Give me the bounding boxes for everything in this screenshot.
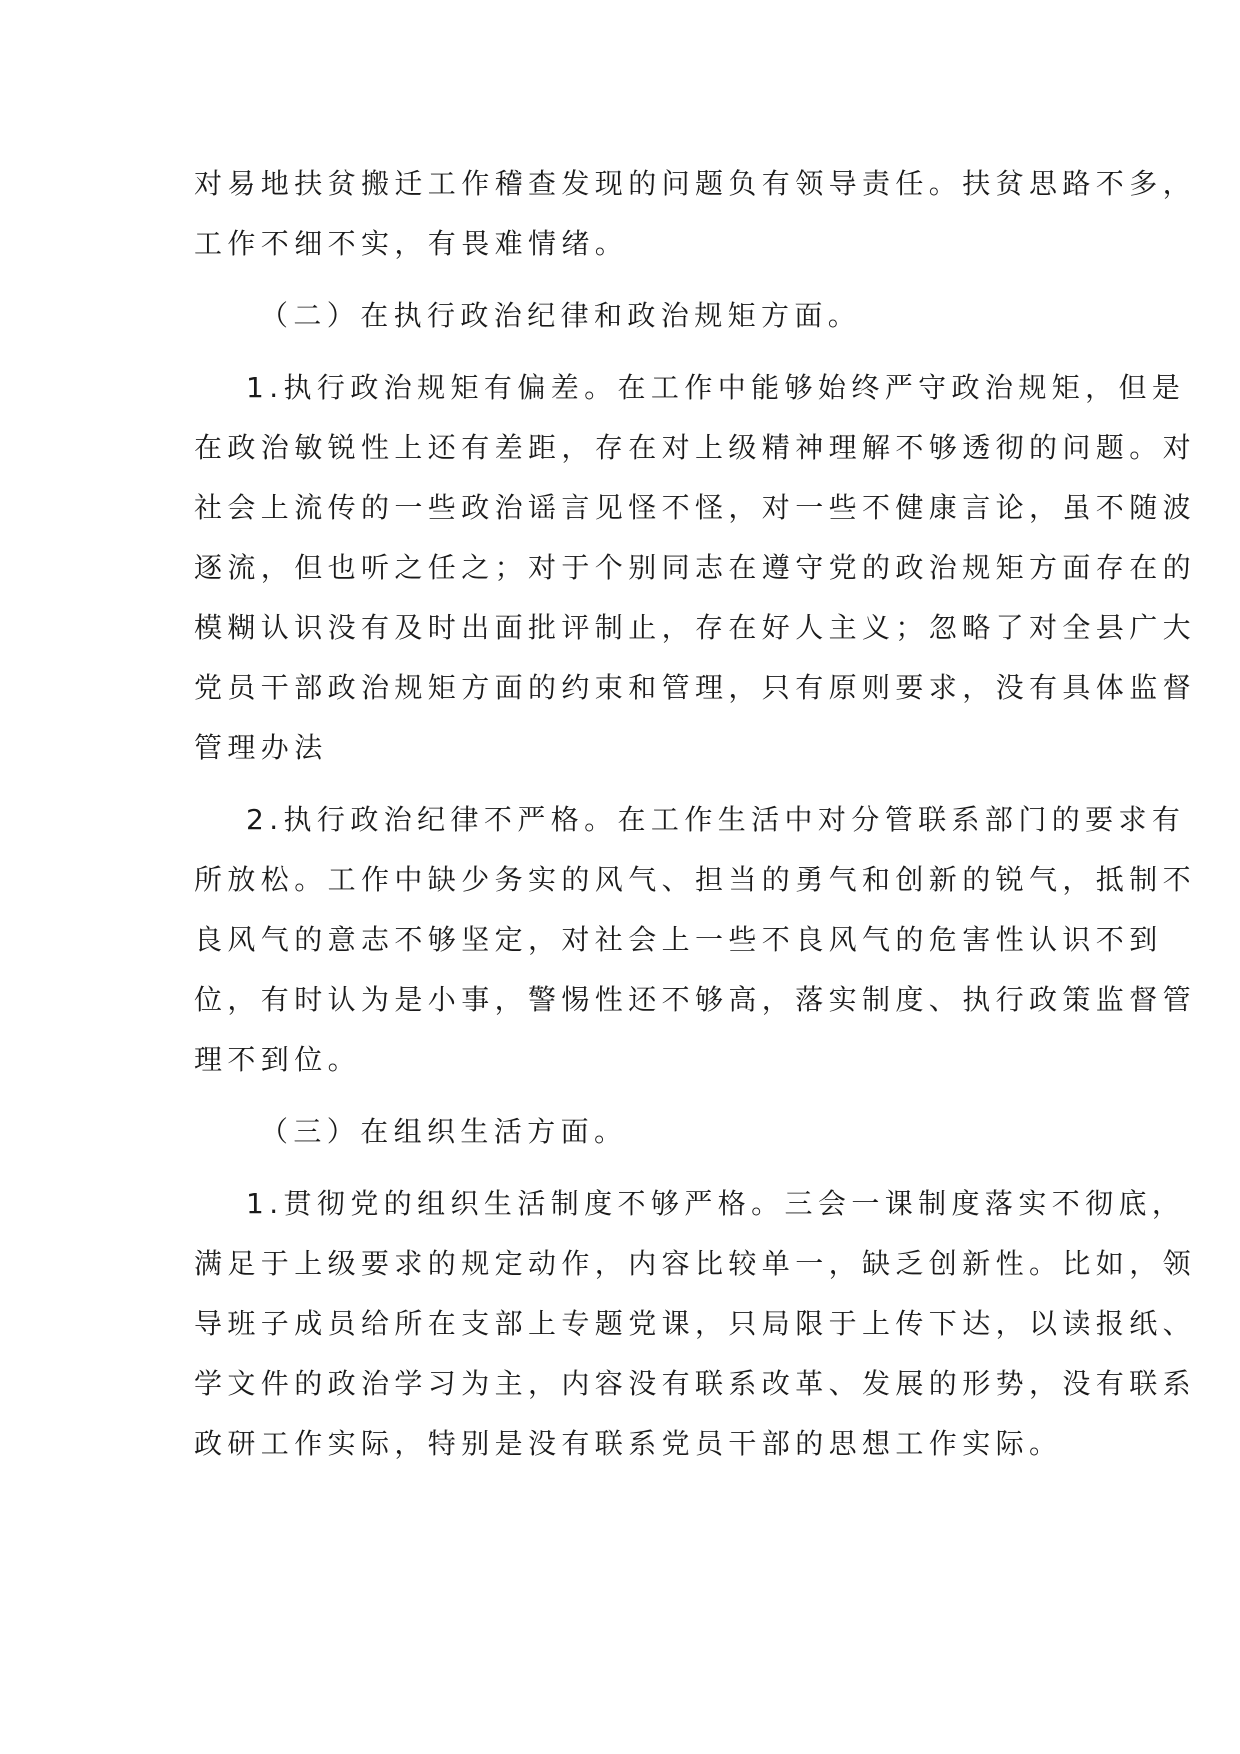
text-line: 良风气的意志不够坚定，对社会上一些不良风气的危害性认识不到: [194, 923, 1163, 956]
text-line: 逐流，但也听之任之；对于个别同志在遵守党的政治规矩方面存在的: [194, 551, 1197, 584]
text-line: 1.贯彻党的组织生活制度不够严格。三会一课制度落实不彻底，: [246, 1187, 1186, 1220]
text-line: 政研工作实际，特别是没有联系党员干部的思想工作实际。: [194, 1427, 1063, 1460]
document-body: [194, 154, 1197, 1474]
heading-line: （三）在组织生活方面。: [260, 1115, 628, 1148]
heading-line: （二）在执行政治纪律和政治规矩方面。: [260, 299, 862, 332]
text-line: 学文件的政治学习为主，内容没有联系改革、发展的形势，没有联系: [194, 1367, 1197, 1400]
text-line: 2.执行政治纪律不严格。在工作生活中对分管联系部门的要求有: [246, 803, 1186, 836]
text-line: 社会上流传的一些政治谣言见怪不怪，对一些不健康言论，虽不随波: [194, 491, 1197, 524]
text-line: 满足于上级要求的规定动作，内容比较单一，缺乏创新性。比如，领: [194, 1247, 1197, 1280]
text-line: 1.执行政治规矩有偏差。在工作中能够始终严守政治规矩，但是: [246, 371, 1186, 404]
item-3-1: [194, 1174, 1197, 1474]
text-line: 所放松。工作中缺少务实的风气、担当的勇气和创新的锐气，抵制不: [194, 863, 1197, 896]
item-2-1: [194, 358, 1197, 778]
text-line: 工作不细不实，有畏难情绪。: [194, 227, 629, 260]
text-line: 管理办法: [194, 731, 328, 764]
text-line: 模糊认识没有及时出面批评制止，存在好人主义；忽略了对全县广大: [194, 611, 1197, 644]
text-line: 党员干部政治规矩方面的约束和管理，只有原则要求，没有具体监督: [194, 671, 1197, 704]
item-2-2: [194, 790, 1197, 1090]
text-line: 导班子成员给所在支部上专题党课，只局限于上传下达，以读报纸、: [194, 1307, 1197, 1340]
paragraph-continuation: [194, 154, 1197, 274]
text-line: 对易地扶贫搬迁工作稽查发现的问题负有领导责任。扶贫思路不多，: [194, 167, 1197, 200]
section-heading-3: [194, 1102, 1054, 1162]
section-heading-2: [194, 286, 1054, 346]
text-line: 位，有时认为是小事，警惕性还不够高，落实制度、执行政策监督管: [194, 983, 1197, 1016]
text-line: 在政治敏锐性上还有差距，存在对上级精神理解不够透彻的问题。对: [194, 431, 1197, 464]
text-line: 理不到位。: [194, 1043, 362, 1076]
